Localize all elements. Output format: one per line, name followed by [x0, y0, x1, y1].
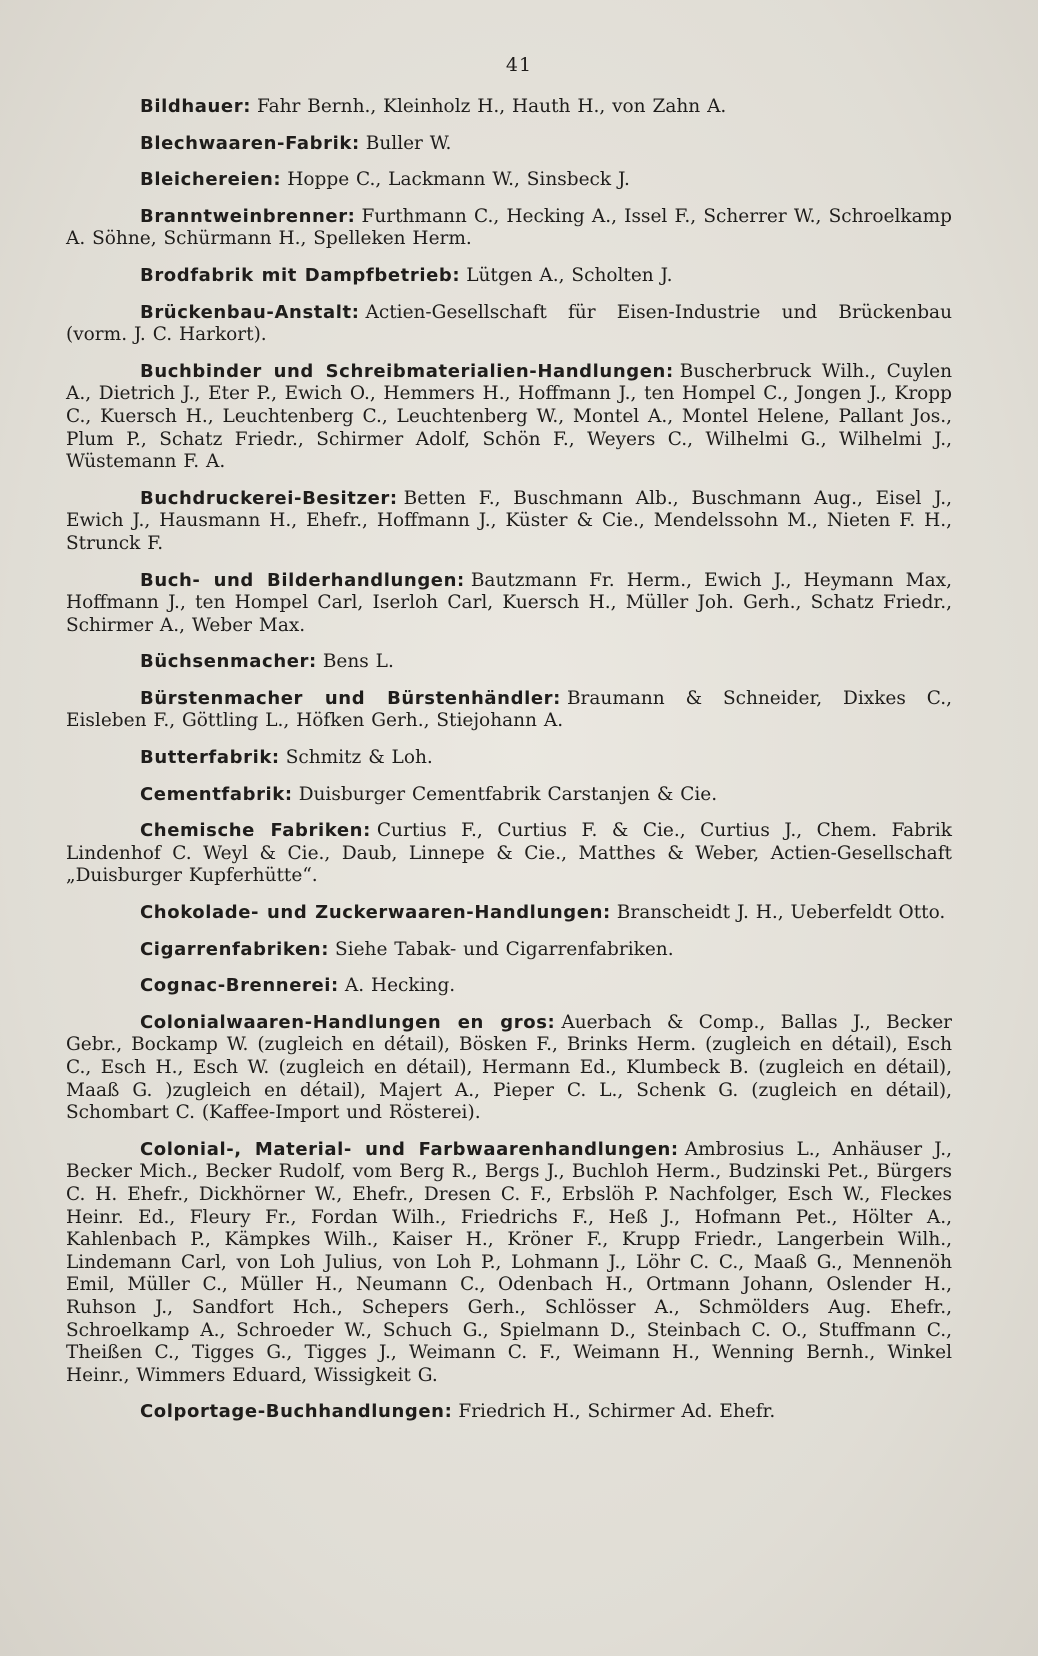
entry-text: A. Hecking. — [344, 975, 456, 997]
entry-text: Lütgen A., Scholten J. — [466, 264, 673, 286]
entry-colportage — [66, 1401, 952, 1424]
entry-heading: Buchbinder und Schreibmaterialien-Handlungen: — [140, 360, 674, 382]
entry-text: Duisburger Cementfabrik Carstanjen & Cie. — [298, 783, 718, 805]
entry-heading: Buch- und Bilderhandlungen: — [140, 569, 465, 591]
entry-text: Buller W. — [365, 132, 452, 154]
entry-brodfabrik — [66, 265, 952, 288]
page-number: 41 — [505, 54, 533, 76]
entry-text: Friedrich H., Schirmer Ad. Ehefr. — [458, 1401, 776, 1423]
entry-buchdruckerei — [66, 488, 952, 556]
entry-heading: Cigarrenfabriken: — [140, 938, 330, 960]
entry-text: Curtius F., Curtius F. & Cie., Curtius J., Chem. Fabrik Lindenhof C. Weyl & Cie., Daub, Linnepe & Cie., Matthes & Weber, Actien-Gesellschaft „Duisburger Kupferhütte“. — [66, 820, 952, 887]
entry-heading: Bürstenmacher und Bürstenhändler: — [140, 687, 561, 709]
entry-buchbinder — [66, 361, 952, 474]
entry-text: Bautzmann Fr. Herm., Ewich J., Heymann Max, Hoffmann J., ten Hompel Carl, Iserloh Carl, Kuersch H., Müller Joh. Gerh., Schatz Friedr., Schirmer A., Weber Max. — [66, 569, 952, 636]
entry-colonial-material — [66, 1139, 952, 1388]
entry-text: Fahr Bernh., Kleinholz H., Hauth H., von Zahn A. — [257, 96, 727, 117]
entry-text: Braumann & Schneider, Dixkes C., Eisleben F., Göttling L., Höfken Gerh., Stiejohann A. — [66, 687, 953, 732]
entry-text: Furthmann C., Hecking A., Issel F., Scherrer W., Schroelkamp A. Söhne, Schürmann H., Spelleken Herm. — [66, 205, 952, 250]
entry-text: Actien-Gesellschaft für Eisen-Industrie und Brückenbau (vorm. J. C. Harkort). — [66, 301, 952, 346]
entry-text: Siehe Tabak- und Cigarrenfabriken. — [335, 938, 674, 960]
entry-heading: Cementfabrik: — [140, 783, 293, 805]
entry-heading: Brodfabrik mit Dampfbetrieb: — [140, 264, 461, 286]
entry-bildhauer — [66, 96, 952, 119]
entry-heading: Büchsenmacher: — [140, 651, 317, 673]
entry-heading: Branntweinbrenner: — [140, 205, 356, 227]
entry-heading: Brückenbau-Anstalt: — [140, 301, 360, 323]
entry-text: Hoppe C., Lackmann W., Sinsbeck J. — [287, 169, 630, 191]
entry-text: Schmitz & Loh. — [285, 747, 433, 769]
entry-heading: Bleichereien: — [140, 169, 282, 191]
entry-blechwaaren — [66, 133, 952, 156]
directory-entries — [66, 96, 952, 1438]
entry-heading: Colportage-Buchhandlungen: — [140, 1401, 453, 1423]
entry-chokolade — [66, 902, 952, 925]
entry-text: Branscheidt J. H., Ueberfeldt Otto. — [616, 902, 946, 924]
entry-heading: Cognac-Brennerei: — [140, 975, 339, 997]
entry-heading: Colonial-, Material- und Farbwaarenhandlungen: — [140, 1138, 679, 1160]
entry-text: Bens L. — [322, 651, 394, 673]
entry-heading: Buchdruckerei-Besitzer: — [140, 487, 398, 509]
entry-cognac — [66, 975, 952, 998]
entry-cementfabrik — [66, 784, 952, 807]
entry-text: Ambrosius L., Anhäuser J., Becker Mich., Becker Rudolf, vom Berg R., Bergs J., Buchloh Herm., Budzinski Pet., Bürgers C. H. Ehefr., Dickhörner W., Ehefr., Dresen C. F., Erbslöh P. Nachfolger, Esch W., Fleckes Heinr. Ed., Fleury Fr., Fordan Wilh., Friedrichs F., Heß J., Hofmann Pet., Hölter A., Kahlenbach P., Kämpkes Wilh., Kaiser H., Kröner F., Krupp Friedr., Langerbein Wilh., Lindemann Carl, von Loh Julius, von Loh P., Lohmann J., Löhr C. C., Maaß G., Mennenöh Emil, Müller C., Müller H., Neumann C., Odenbach H., Ortmann Johann, Oslender H., Ruhson J., Sandfort Hch., Schepers Gerh., Schlösser A., Schmölders Aug. Ehefr., Schroelkamp A., Schroeder W., Schuch G., Spielmann D., Steinbach C. O., Stuffmann C., Theißen C., Tigges G., Tigges J., Weimann C. F., Weimann H., Wenning Bernh., Winkel Heinr., Wimmers Eduard, Wissigkeit G. — [66, 1138, 952, 1386]
entry-buechsenmacher — [66, 651, 952, 674]
entry-heading: Chokolade- und Zuckerwaaren-Handlungen: — [140, 902, 611, 924]
entry-heading: Colonialwaaren-Handlungen en gros: — [140, 1011, 556, 1033]
entry-brueckenbau — [66, 302, 952, 347]
entry-text: Betten F., Buschmann Alb., Buschmann Aug., Eisel J., Ewich J., Hausmann H., Ehefr., Hoffmann J., Küster & Cie., Mendelssohn M., Nieten F. H., Strunck F. — [66, 487, 952, 554]
entry-text: Auerbach & Comp., Ballas J., Becker Gebr., Bockamp W. (zugleich en détail), Bösken F., Brinks Herm. (zugleich en détail), Esch C., Esch H., Esch W. (zugleich en détail), Hermann Ed., Klumbeck B. (zugleich en détail), Maaß G. )zugleich en détail), Majert A., Pieper C. L., Schenk G. (zugleich en détail), Schombart C. (Kaffee-Import und Rösterei). — [66, 1011, 952, 1124]
entry-heading: Butterfabrik: — [140, 747, 280, 769]
entry-heading: Blechwaaren-Fabrik: — [140, 132, 360, 154]
entry-colonialwaaren-en-gros — [66, 1012, 952, 1125]
entry-bleichereien — [66, 169, 952, 192]
entry-chemische-fabriken — [66, 820, 952, 888]
entry-buchhandlungen — [66, 570, 952, 638]
entry-cigarrenfabriken — [66, 939, 952, 962]
entry-heading: Chemische Fabriken: — [140, 820, 371, 842]
entry-buerstenmacher — [66, 688, 952, 733]
entry-heading: Bildhauer: — [140, 96, 252, 117]
entry-butterfabrik — [66, 747, 952, 770]
entry-branntweinbrenner — [66, 206, 952, 251]
entry-text: Buscherbruck Wilh., Cuylen A., Dietrich J., Eter P., Ewich O., Hemmers H., Hoffmann J., ten Hompel C., Jongen J., Kropp C., Kuersch H., Leuchtenberg C., Leuchtenberg W., Montel A., Montel Helene, Pallant Jos., Plum P., Schatz Friedr., Schirmer Adolf, Schön F., Weyers C., Wilhelmi G., Wilhelmi J., Wüstemann F. A. — [66, 360, 952, 473]
